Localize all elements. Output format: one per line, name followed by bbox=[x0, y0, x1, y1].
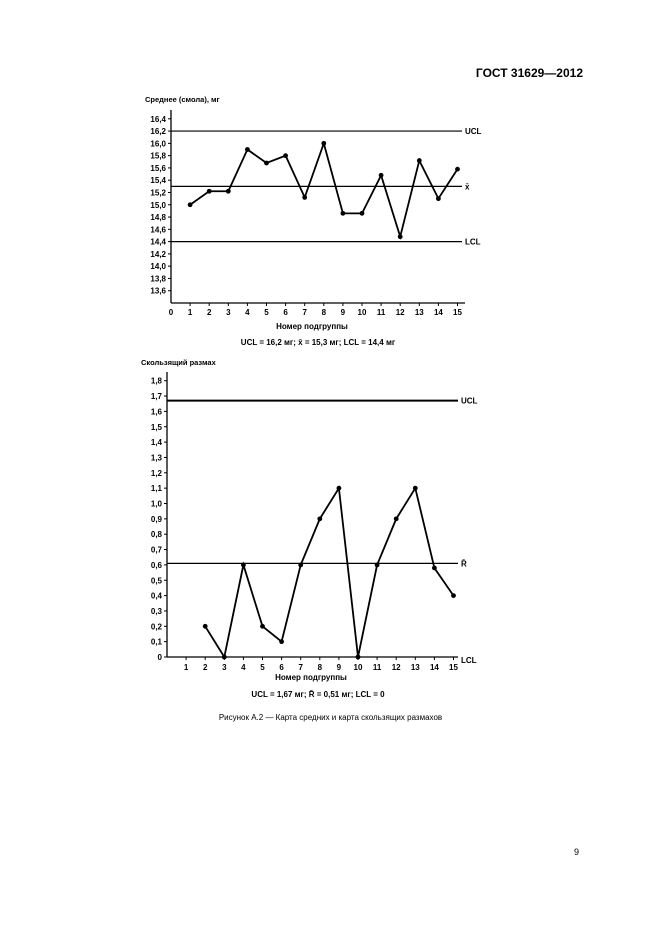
y-tick-label: 1,0 bbox=[150, 499, 162, 509]
moving-range-control-chart bbox=[0, 350, 661, 710]
standard-header: ГОСТ 31629—2012 bbox=[475, 66, 583, 80]
x-tick-label: 13 bbox=[414, 308, 424, 317]
data-point bbox=[245, 147, 250, 152]
data-point bbox=[394, 516, 399, 521]
x-tick-label: 12 bbox=[391, 663, 401, 672]
data-point bbox=[432, 566, 437, 571]
x-tick-label: 9 bbox=[340, 308, 346, 317]
x-tick-label: 11 bbox=[376, 308, 386, 317]
data-point bbox=[356, 655, 361, 660]
y-tick-label: 1,7 bbox=[150, 392, 162, 402]
y-tick-label: 0,9 bbox=[150, 514, 162, 524]
y-tick-label: 14,2 bbox=[150, 249, 166, 259]
data-point bbox=[283, 153, 288, 158]
x-tick-label: 3 bbox=[226, 308, 231, 317]
y-tick-label: 1,8 bbox=[150, 376, 162, 386]
data-point bbox=[375, 563, 380, 568]
data-point bbox=[226, 189, 231, 194]
y-tick-label: 1,3 bbox=[150, 453, 162, 463]
data-point bbox=[203, 624, 208, 629]
y-tick-label: 0,5 bbox=[150, 576, 162, 586]
data-point bbox=[279, 639, 284, 644]
y-tick-label: 15,8 bbox=[150, 151, 166, 161]
y-tick-label: 0,3 bbox=[150, 606, 162, 616]
y-tick-label: 15,6 bbox=[150, 163, 166, 173]
y-tick-label: 15,2 bbox=[150, 188, 166, 198]
data-point bbox=[451, 593, 456, 598]
x-tick-label: 10 bbox=[353, 663, 363, 672]
x-tick-label: 7 bbox=[302, 308, 307, 317]
mean-control-chart bbox=[0, 0, 661, 350]
data-point bbox=[222, 655, 227, 660]
x-tick-label: 2 bbox=[202, 663, 208, 672]
x-tick-label: 14 bbox=[429, 663, 439, 672]
y-tick-label: 1,4 bbox=[150, 438, 162, 448]
y-tick-label: 0,7 bbox=[150, 545, 162, 555]
x-tick-label: 8 bbox=[317, 663, 323, 672]
y-tick-label: 1,6 bbox=[150, 407, 162, 417]
data-point bbox=[260, 624, 265, 629]
page-number: 9 bbox=[574, 847, 580, 857]
data-point bbox=[341, 211, 346, 216]
x-tick-label: 3 bbox=[222, 663, 227, 672]
data-point bbox=[413, 486, 418, 491]
data-point bbox=[360, 211, 365, 216]
figure-caption: Рисунок А.2 — Карта средних и карта скользящих размахов bbox=[218, 713, 443, 722]
data-point bbox=[417, 158, 422, 163]
data-point bbox=[241, 563, 246, 568]
x-tick-label: 1 bbox=[183, 663, 189, 672]
y-axis-label: Среднее (смола), мг bbox=[145, 95, 220, 104]
x-tick-label: 9 bbox=[336, 663, 342, 672]
data-point bbox=[188, 202, 193, 207]
y-tick-label: 16,4 bbox=[150, 114, 166, 124]
y-tick-label: 0,8 bbox=[150, 530, 162, 540]
ucl-label: UCL bbox=[461, 396, 478, 406]
y-tick-label: 14,4 bbox=[150, 237, 166, 247]
data-point bbox=[264, 161, 269, 166]
x-tick-label: 15 bbox=[449, 663, 458, 672]
x-tick-label: 10 bbox=[357, 308, 367, 317]
x-axis-label: Номер подгруппы bbox=[276, 322, 348, 331]
x-tick-label: 8 bbox=[321, 308, 327, 317]
center-label: R̄ bbox=[461, 559, 467, 569]
y-tick-label: 14,8 bbox=[150, 213, 166, 223]
data-point bbox=[455, 167, 460, 172]
x-tick-label: 7 bbox=[298, 663, 303, 672]
y-tick-label: 13,6 bbox=[150, 286, 166, 296]
y-tick-label: 0,2 bbox=[150, 622, 162, 632]
x-tick-label: 5 bbox=[264, 308, 269, 317]
x-tick-label: 15 bbox=[453, 308, 462, 317]
y-tick-label: 15,4 bbox=[150, 176, 166, 186]
x-tick-label: 13 bbox=[410, 663, 420, 672]
data-point bbox=[207, 189, 212, 194]
chart-limits-note: UCL = 1,67 мг; R̄ = 0,51 мг; LCL = 0 bbox=[251, 690, 385, 699]
lcl-label: LCL bbox=[461, 656, 477, 665]
y-tick-label: 0 bbox=[157, 653, 162, 662]
x-tick-label: 2 bbox=[206, 308, 212, 317]
y-tick-label: 16,2 bbox=[150, 127, 166, 137]
x-tick-label: 5 bbox=[260, 663, 265, 672]
y-tick-label: 14,0 bbox=[150, 262, 166, 272]
x-tick-label: 6 bbox=[279, 663, 284, 672]
data-point bbox=[298, 563, 303, 568]
y-tick-label: 13,8 bbox=[150, 274, 166, 284]
y-tick-label: 1,5 bbox=[150, 422, 162, 432]
data-point bbox=[302, 195, 307, 200]
ucl-label: UCL bbox=[465, 127, 482, 137]
x-tick-label: 14 bbox=[433, 308, 443, 317]
y-tick-label: 0,1 bbox=[150, 637, 162, 647]
data-point bbox=[321, 141, 326, 146]
x-tick-label: 1 bbox=[187, 308, 193, 317]
y-tick-label: 14,6 bbox=[150, 225, 166, 235]
y-tick-label: 15,0 bbox=[150, 200, 166, 210]
x-tick-label: 12 bbox=[395, 308, 405, 317]
x-axis-label: Номер подгруппы bbox=[275, 673, 347, 682]
data-point bbox=[436, 196, 441, 201]
lcl-label: LCL bbox=[465, 237, 481, 247]
x-tick-label: 11 bbox=[372, 663, 382, 672]
x-tick-label: 6 bbox=[283, 308, 288, 317]
x-tick-label: 4 bbox=[241, 663, 246, 672]
y-tick-label: 0,6 bbox=[150, 560, 162, 570]
data-point bbox=[398, 234, 403, 239]
y-tick-label: 0,4 bbox=[150, 591, 162, 601]
center-label: x̄ bbox=[465, 182, 470, 192]
chart-limits-note: UCL = 16,2 мг; x̄ = 15,3 мг; LCL = 14,4 мг bbox=[240, 338, 396, 347]
data-series-line bbox=[205, 488, 453, 657]
data-point bbox=[337, 486, 342, 491]
y-axis-label: Скользящий размах bbox=[141, 358, 216, 367]
data-point bbox=[379, 173, 384, 178]
data-point bbox=[317, 516, 322, 521]
x-tick-label: 0 bbox=[168, 308, 174, 317]
x-tick-label: 4 bbox=[245, 308, 250, 317]
y-tick-label: 1,2 bbox=[150, 468, 162, 478]
y-tick-label: 1,1 bbox=[150, 484, 162, 494]
y-tick-label: 16,0 bbox=[150, 139, 166, 149]
